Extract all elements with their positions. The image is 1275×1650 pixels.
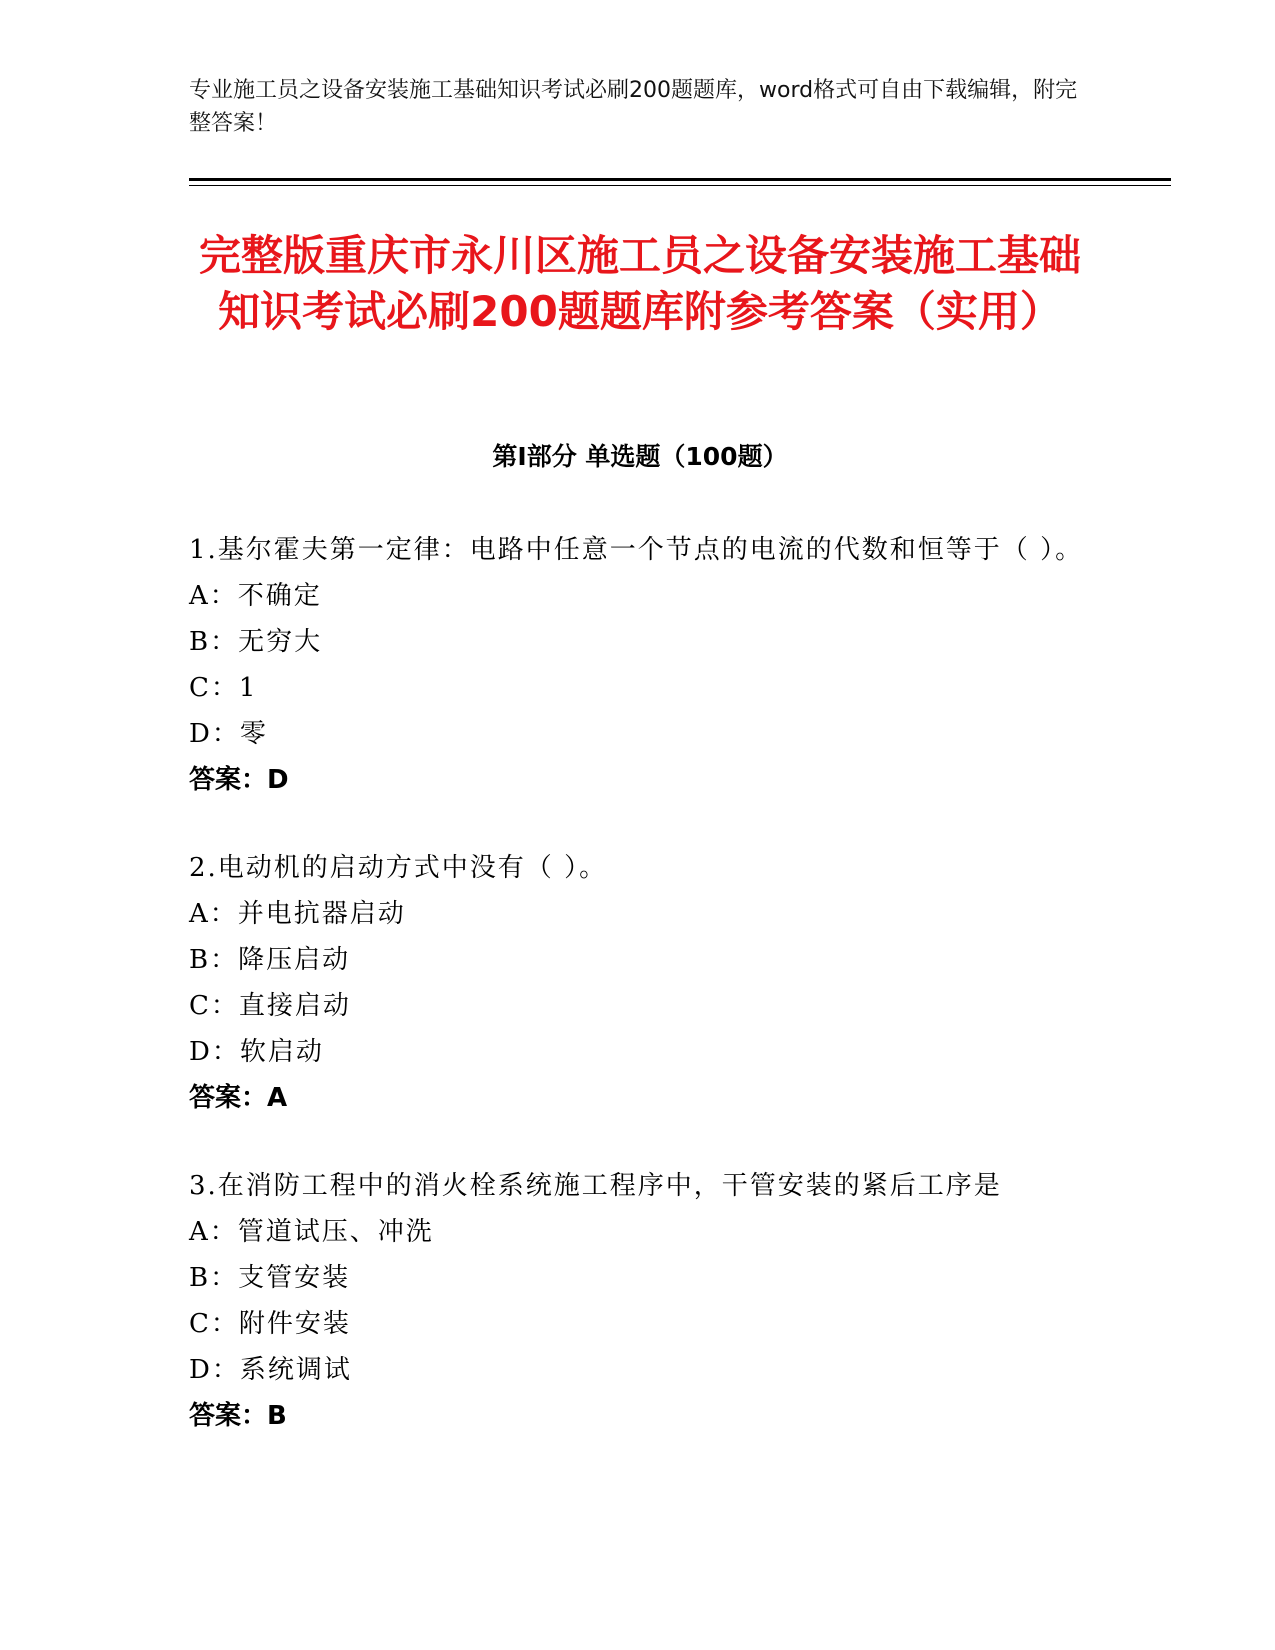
header-note: 专业施工员之设备安装施工基础知识考试必刷200题题库，word格式可自由下载编辑，附完整答案！ (189, 78, 1078, 136)
option-a: A：不确定 (189, 581, 322, 611)
question-2 (189, 845, 1099, 1121)
answer: 答案：D (189, 765, 289, 795)
question-stem: 2.电动机的启动方式中没有（ ）。 (189, 853, 608, 883)
option-d: D：软启动 (189, 1037, 324, 1067)
option-a: A：并电抗器启动 (189, 899, 406, 929)
header-divider (189, 178, 1171, 181)
option-a: A：管道试压、冲洗 (189, 1217, 434, 1247)
question-list (189, 527, 1099, 1481)
section-title: 第Ⅰ部分 单选题（100题） (492, 442, 788, 471)
question-3 (189, 1163, 1099, 1439)
question-stem: 1.基尔霍夫第一定律：电路中任意一个节点的电流的代数和恒等于（ ）。 (189, 535, 1084, 565)
option-c: C：直接启动 (189, 991, 351, 1021)
option-d: D：零 (189, 719, 268, 749)
document-title: 完整版重庆市永川区施工员之设备安装施工基础知识考试必刷200题题库附参考答案（实用） (198, 231, 1081, 336)
question-1 (189, 527, 1099, 803)
option-b: B：降压启动 (189, 945, 351, 975)
option-b: B：无穷大 (189, 627, 323, 657)
option-c: C：1 (189, 673, 258, 703)
option-c: C：附件安装 (189, 1309, 351, 1339)
header-divider-thin (189, 185, 1171, 186)
answer: 答案：B (189, 1401, 287, 1431)
question-stem: 3.在消防工程中的消火栓系统施工程序中，干管安装的紧后工序是 (189, 1171, 1002, 1201)
answer: 答案：A (189, 1083, 288, 1113)
option-b: B：支管安装 (189, 1263, 351, 1293)
option-d: D：系统调试 (189, 1355, 352, 1385)
